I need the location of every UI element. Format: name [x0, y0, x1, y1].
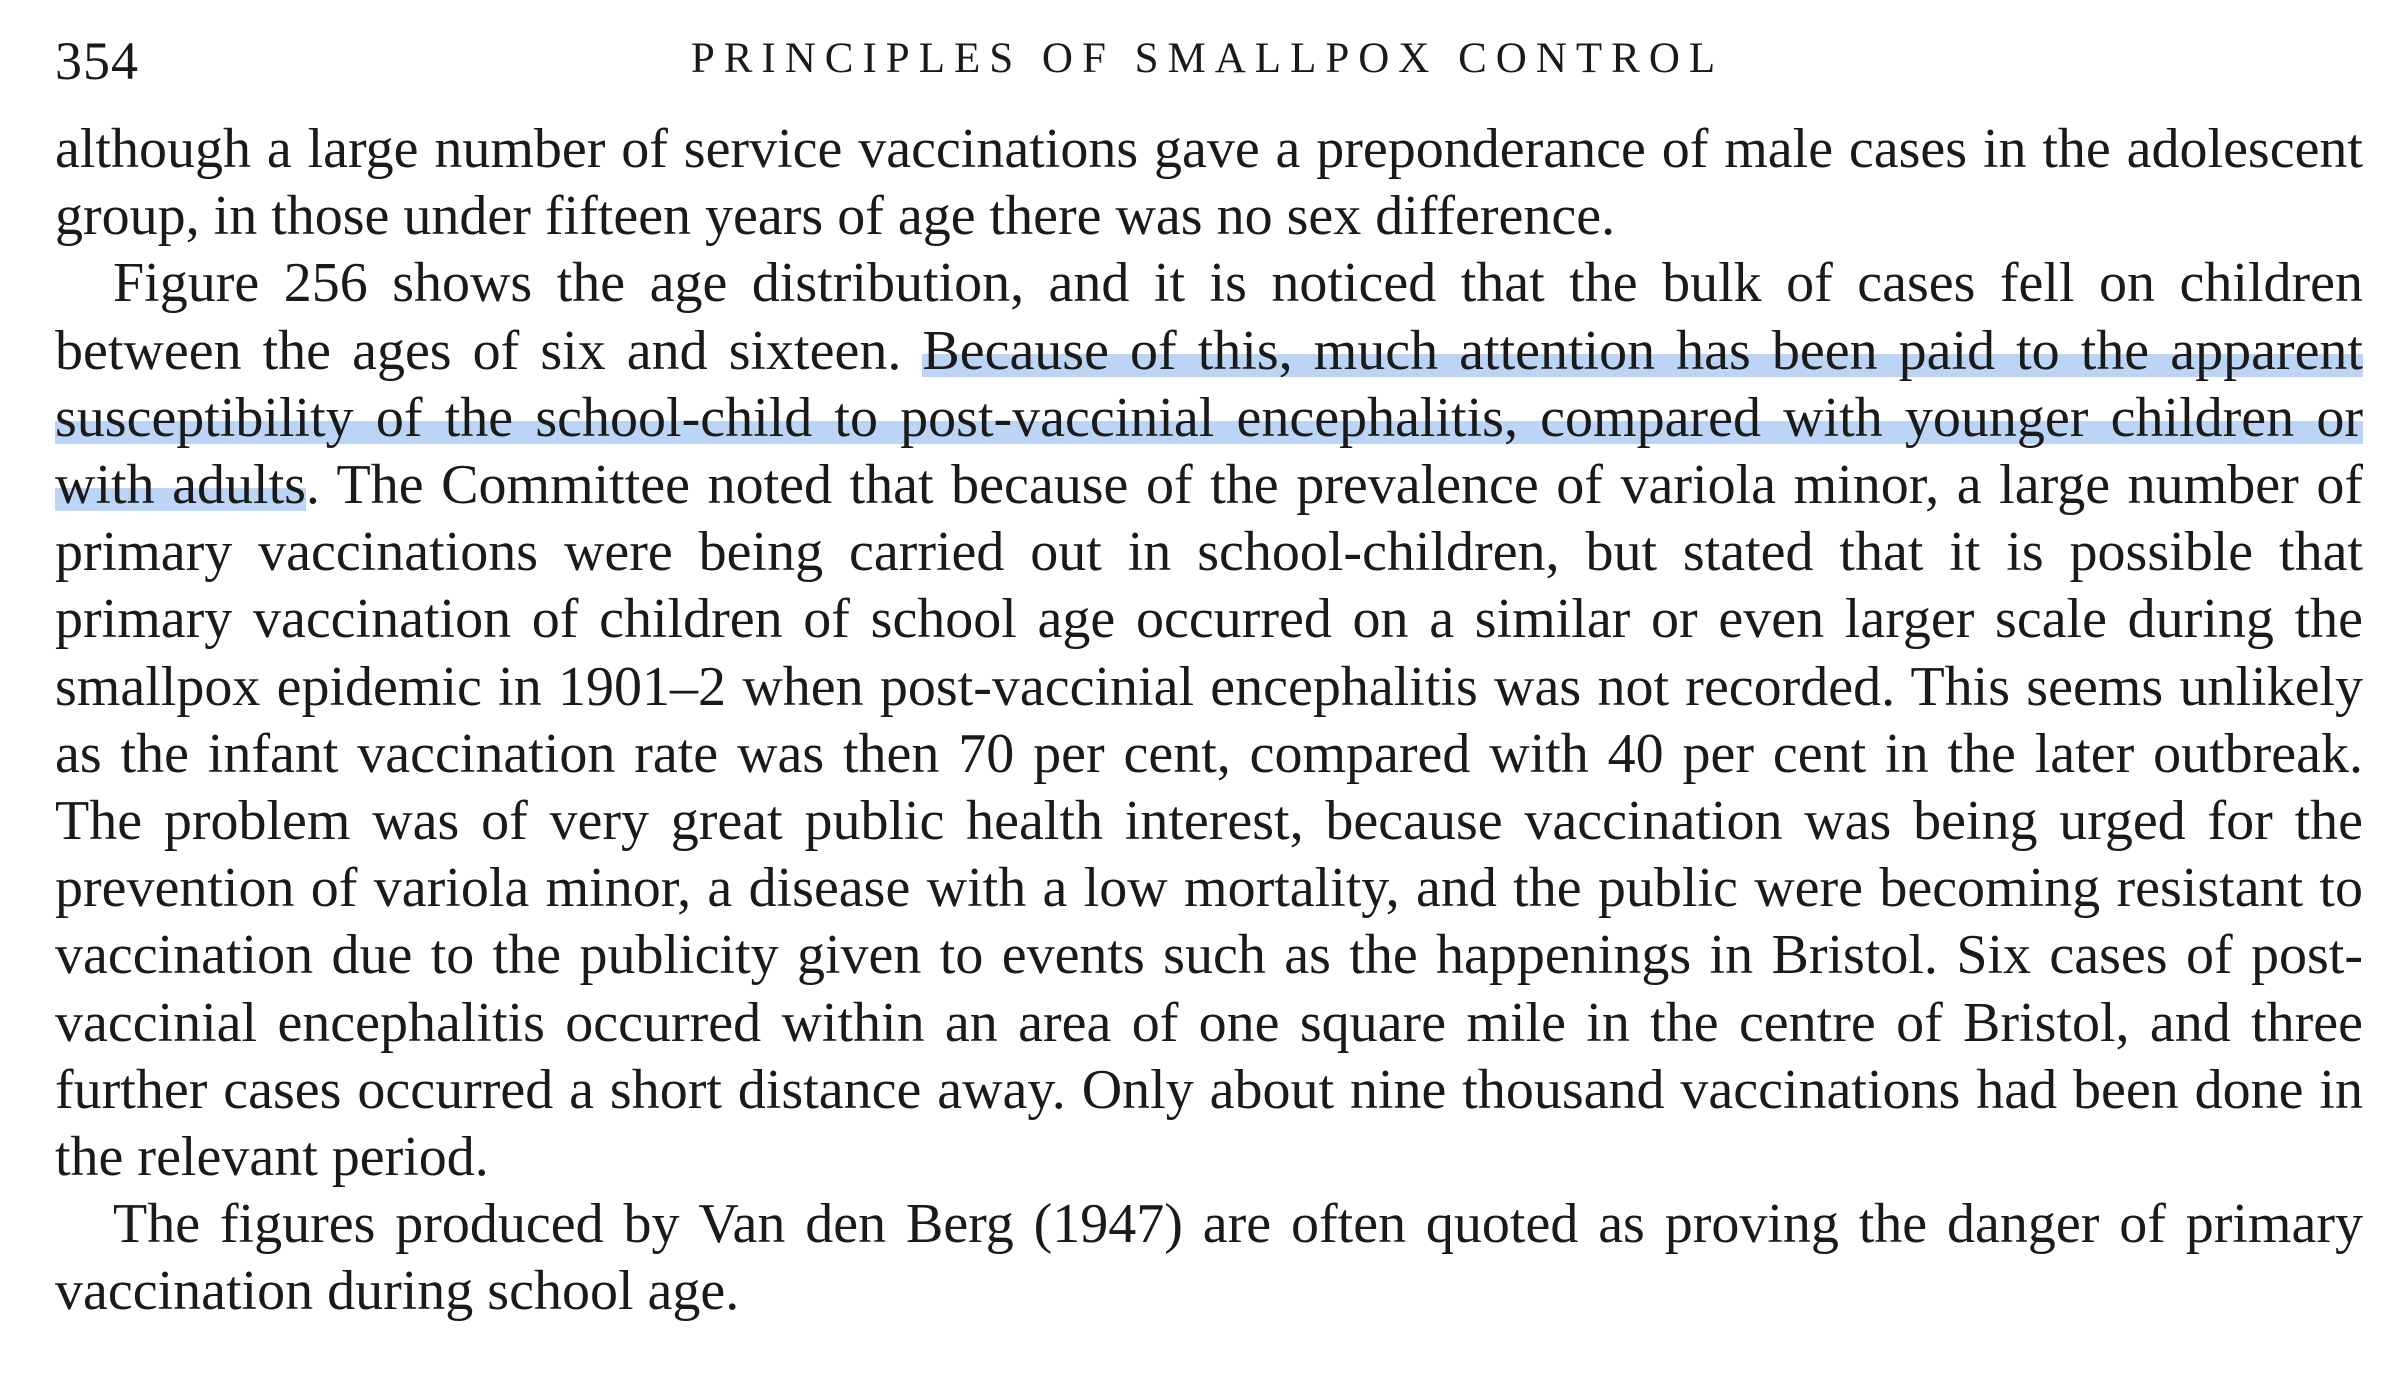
highlighted-text[interactable]: Because of this, much attention has been paid to the apparent susceptibility of the school-child to post-vaccinial encephalitis, compared with younger children or with adults [55, 319, 2363, 517]
paragraph-1-text[interactable]: although a large number of service vaccinations gave a preponderance of male cases in the adolescent group, in those under fifteen years of age there was no sex difference. [55, 118, 2363, 248]
page-number: 354 [55, 31, 139, 91]
paragraph-2[interactable] [55, 250, 2363, 1191]
paragraph-3[interactable] [55, 1191, 2363, 1325]
page-header [55, 24, 2360, 94]
paragraph-3-text[interactable]: The figures produced by Van den Berg (1947) are often quoted as proving the danger of primary vaccination during school age. [55, 1193, 2363, 1323]
body-text [55, 116, 2363, 1326]
paragraph-2-text-after[interactable]: . The Committee noted that because of the prevalence of variola minor, a large number of primary vaccinations were being carried out in school-children, but stated that it is possible that primary vaccination of children of school age occurred on a similar or even larger scale during the smallpox epidemic in 1901–2 when post-vaccinial encephalitis was not recorded. This seems unlikely as the infant vaccination rate was then 70 per cent, compared with 40 per cent in the later outbreak. The problem was of very great public health interest, because vaccination was being urged for the prevention of variola minor, a disease with a low mortality, and the public were becoming resistant to vaccination due to the publicity given to events such as the happenings in Bristol. Six cases of post-vaccinial encephalitis occurred within an area of one square mile in the centre of Bristol, and three further cases occurred a short distance away. Only about nine thousand vaccinations had been done in the relevant period. [55, 454, 2363, 1189]
running-title: PRINCIPLES OF SMALLPOX CONTROL [690, 35, 1725, 82]
paragraph-1[interactable] [55, 116, 2363, 250]
paragraph-2-text-before[interactable]: Figure 256 shows the age distribution, and it is noticed that the bulk of cases fell on children between the ages of six and sixteen. [55, 252, 2363, 382]
